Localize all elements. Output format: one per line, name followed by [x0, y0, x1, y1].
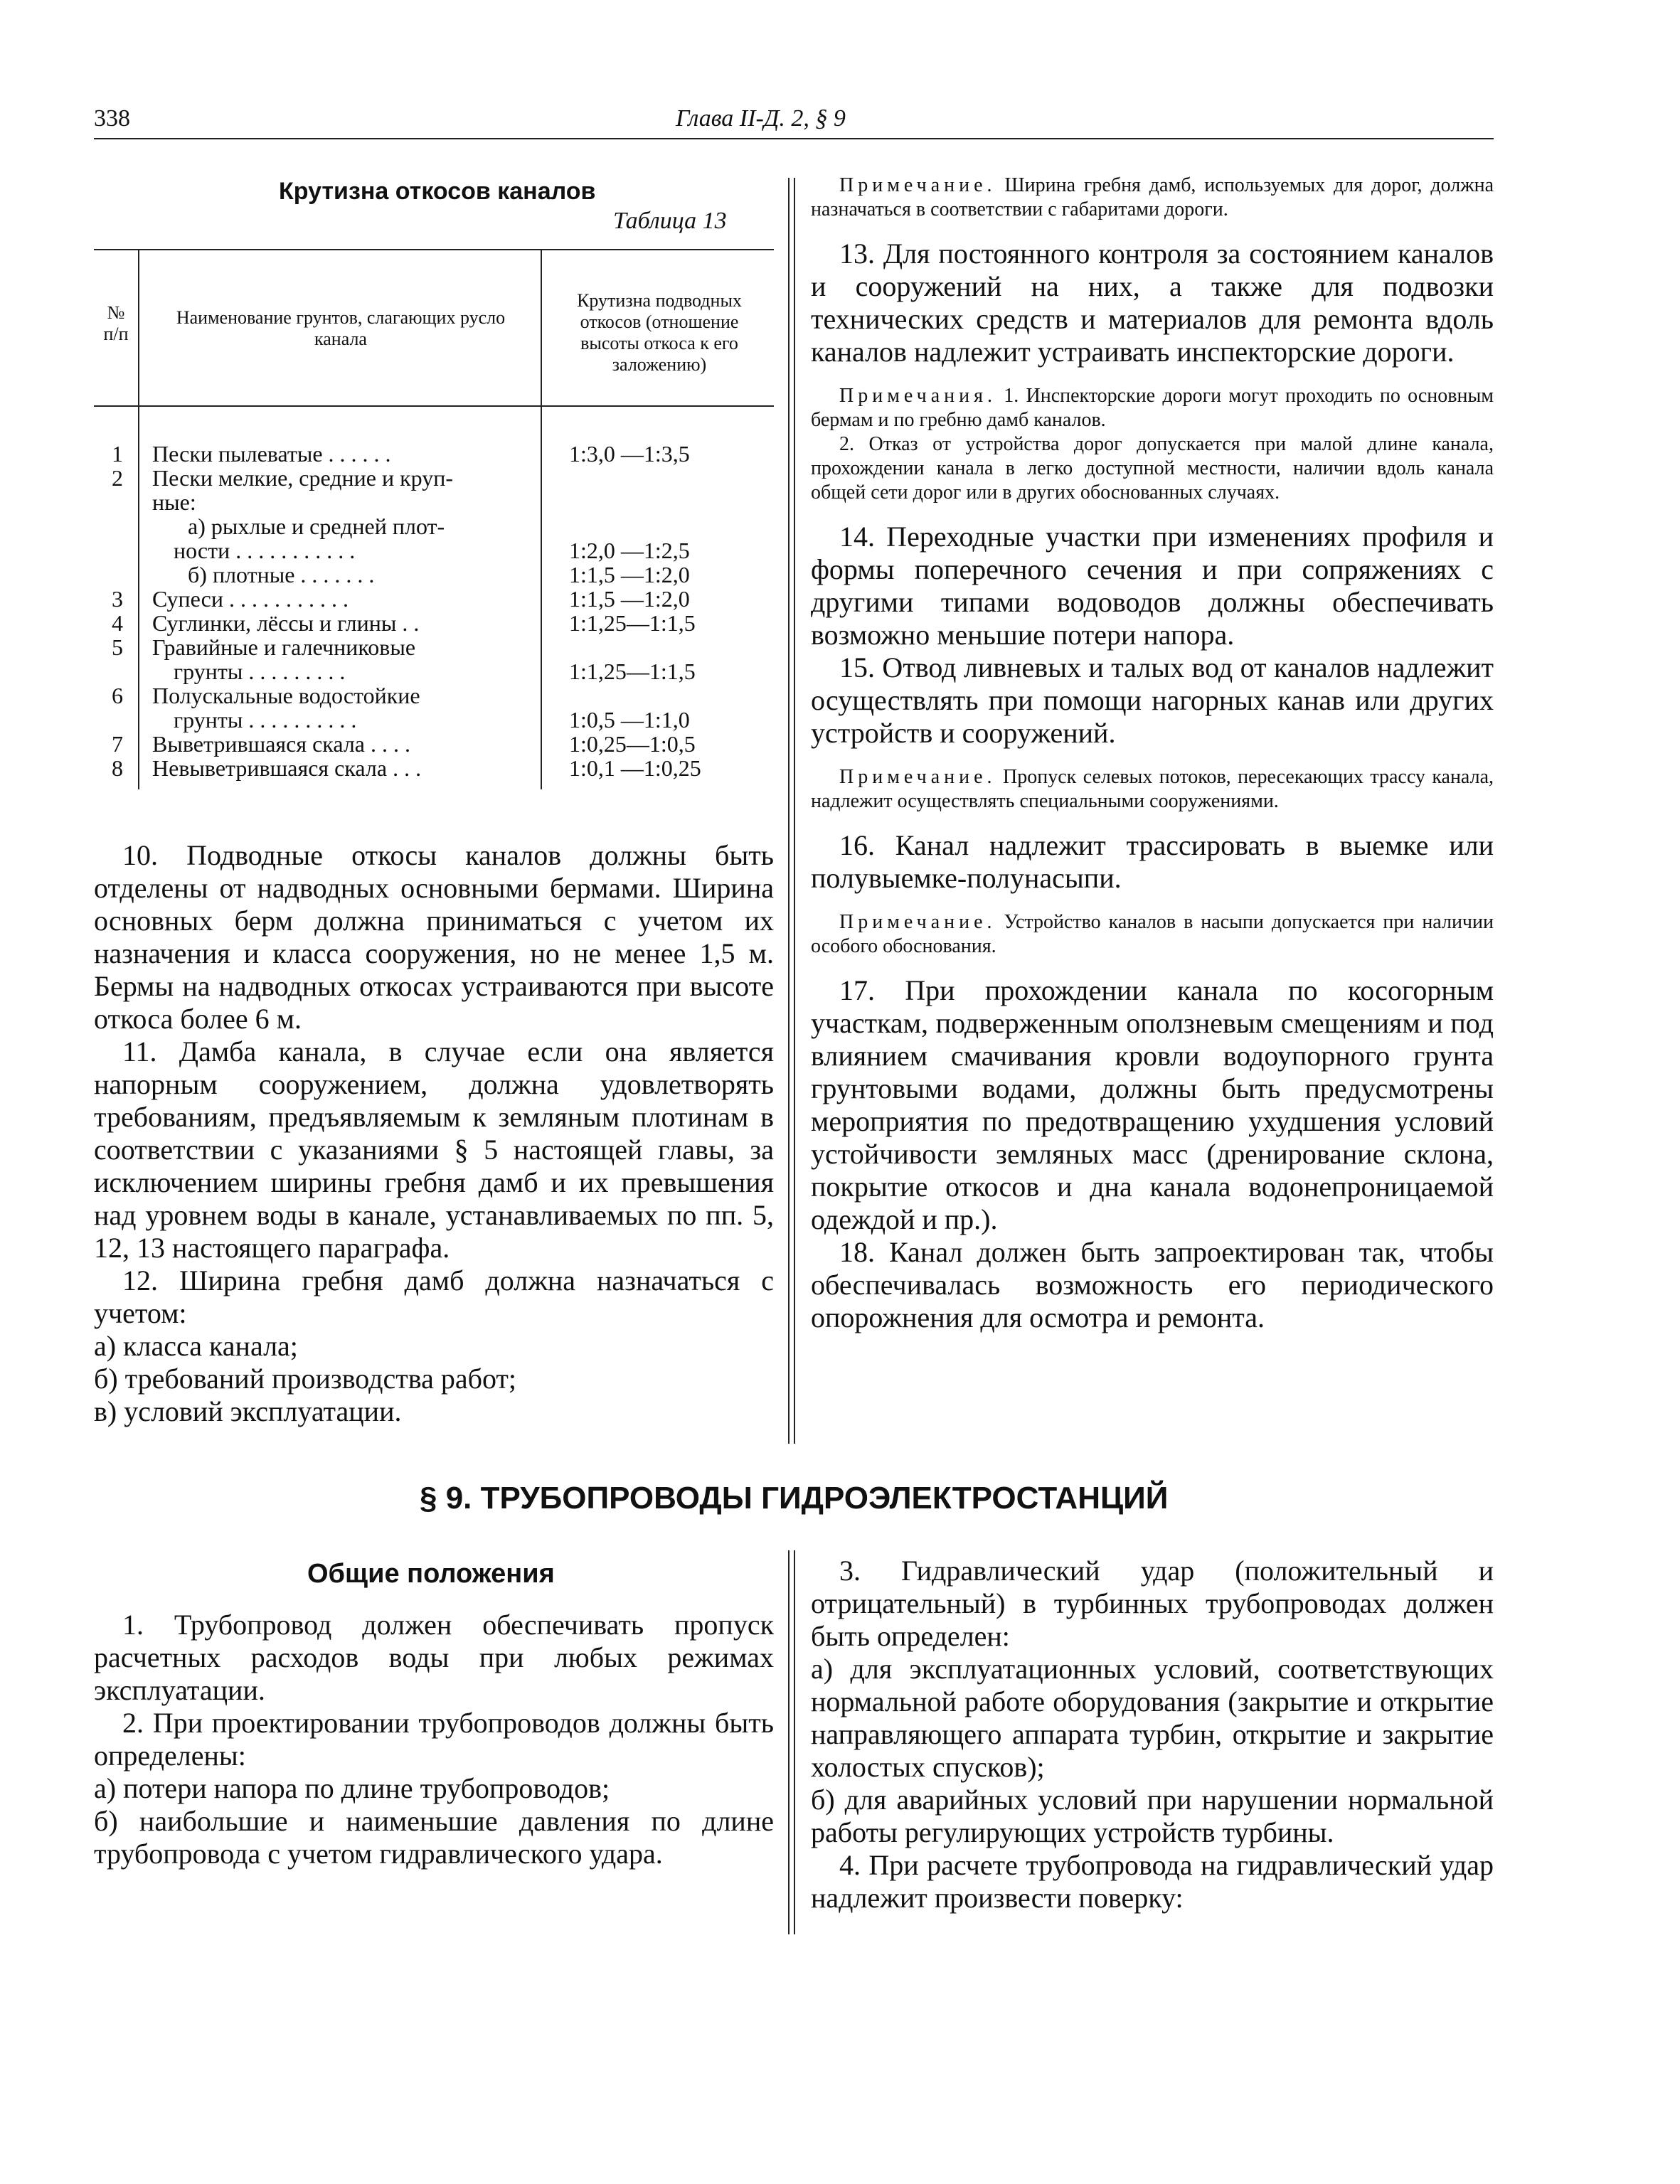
column-divider-lower [794, 1550, 795, 1934]
list-item: в) условий эксплуатации. [94, 1395, 402, 1427]
list-item: а) класса канала; [94, 1330, 298, 1362]
lower-right-column [811, 1555, 1494, 1914]
paragraph-13: 13. Для постоянного контроля за состоянием каналов и сооружений на них, а также для подвозки технических средств и материалов для ремонта вдоль каналов надлежит устраивать инспекторские дороги. [811, 238, 1494, 368]
table-cell-slope: 1:0,1 —1:0,25 [569, 755, 701, 781]
paragraph-17: 17. При прохождении канала по косогорным участкам, подверженным оползневым смещениям и под влиянием смачивания кровли водоупорного грунта грунтовыми водами, должны быть предусмотрены мероприятия по предотвращению ухудшения условий устойчивости земляных масс (дренирование склона, покрытие откосов и дна канала водонепроницаемой одеждой и пр.). [811, 974, 1494, 1235]
right-column [811, 174, 1494, 1334]
table-cell-soil: Супеси . . . . . . . . . . . [152, 586, 349, 612]
note-text: Ширина гребня дамб, используемых для дорог, должна назначаться в соответствии с габаритами дороги. [811, 174, 1494, 220]
table-header-rule [94, 405, 774, 407]
note-paragraph [811, 174, 1494, 222]
table-cell-soil: а) рыхлые и средней плот- [188, 513, 445, 539]
table-cell-soil: Полускальные водостойкие [152, 683, 420, 708]
table-cell-slope: 1:2,0 —1:2,5 [569, 538, 690, 563]
note-label: Примечания. [839, 385, 997, 407]
paragraph-16: 16. Канал надлежит трассировать в выемке или полувыемке-полунасыпи. [811, 829, 1494, 894]
note-text: 1. Инспекторские дороги могут проходить по основным бермам и по гребню дамб каналов. [811, 385, 1494, 431]
paragraph-3: 3. Гидравлический удар (положительный и отрицательный) в турбинных трубопроводах должен быть определен: [811, 1555, 1494, 1652]
table-cell-soil: Пески мелкие, средние и круп- [152, 465, 454, 491]
running-title: Глава II-Д. 2, § 9 [676, 105, 846, 132]
table-cell-soil: грунты . . . . . . . . . [174, 659, 346, 684]
paragraph-1: 1. Трубопровод должен обеспечивать пропуск расчетных расходов воды при любых режимах эксплуатации. [94, 1609, 774, 1706]
note-label: Примечание. [839, 766, 996, 788]
column-divider-upper [788, 178, 790, 1444]
table-cell-soil: ные: [152, 489, 196, 515]
column-divider-upper [794, 178, 795, 1444]
table-cell-slope: 1:1,25—1:1,5 [569, 659, 696, 684]
table-cell-slope: 1:0,5 —1:1,0 [569, 707, 690, 733]
note-paragraph [811, 765, 1494, 814]
table-cell-num: 4 [112, 610, 123, 636]
page-number: 338 [94, 105, 130, 132]
left-column [94, 839, 774, 1428]
table-cell-soil: Выветрившаяся скала . . . . [152, 731, 410, 757]
table-cell-soil: грунты . . . . . . . . . . [174, 707, 357, 733]
table-cell-soil: б) плотные . . . . . . . [188, 562, 375, 587]
table-top-rule [94, 249, 774, 250]
note-label: Примечание. [839, 174, 996, 196]
table-cell-slope: 1:1,25—1:1,5 [569, 610, 696, 636]
table-cell-soil: ности . . . . . . . . . . . [174, 538, 356, 563]
paragraph-14: 14. Переходные участки при изменениях профиля и формы поперечного сечения и при сопряжениях с другими типами водоводов должны обеспечивать возможно меньшие потери напора. [811, 521, 1494, 651]
table-cell-num: 3 [112, 586, 123, 612]
list-item: а) потери напора по длине трубопроводов; [94, 1772, 610, 1804]
table-header-num: № п/п [103, 302, 129, 344]
table-cell-slope: 1:1,5 —1:2,0 [569, 586, 690, 612]
subsection-title: Общие положения [307, 1559, 555, 1589]
table-cell-soil: Суглинки, лёссы и глины . . [152, 610, 420, 636]
paragraph-11: 11. Дамба канала, в случае если она является напорным сооружением, должна удовлетворять требованиям, предъявляемым к земляным плотинам в соответствии с указаниями § 5 настоящей главы, за исключением ширины гребня дамб и их превышения над уровнем воды в канале, устанавливаемых по пп. 5, 12, 13 настоящего параграфа. [94, 1035, 774, 1264]
paragraph-18: 18. Канал должен быть запроектирован так, чтобы обеспечивалась возможность его периодического опорожнения для осмотра и ремонта. [811, 1236, 1494, 1333]
table-cell-soil: Пески пылеватые . . . . . . [152, 441, 391, 467]
note-paragraph [811, 910, 1494, 959]
note-paragraph [811, 384, 1494, 432]
section-title: § 9. ТРУБОПРОВОДЫ ГИДРОЭЛЕКТРОСТАНЦИЙ [420, 1481, 1169, 1516]
paragraph-10: 10. Подводные откосы каналов должны быть отделены от надводных основными бермами. Ширина основных берм должна приниматься с учетом их назначения и класса сооружения, но не менее 1,5 м. Бермы на надводных откосах устраиваются при высоте откоса более 6 м. [94, 839, 774, 1035]
table-cell-num: 7 [112, 731, 123, 757]
table-cell-num: 5 [112, 634, 123, 660]
note-text: Устройство каналов в насыпи допускается при наличии особого обоснования. [811, 911, 1494, 957]
paragraph-2: 2. При проектировании трубопроводов должны быть определены: [94, 1707, 774, 1772]
list-item: б) наибольшие и наименьшие давления по длине трубопровода с учетом гидравлического удара. [94, 1805, 774, 1870]
table-cell-num: 1 [112, 441, 123, 467]
note-text: Пропуск селевых потоков, пересекающих трассу канала, надлежит осуществлять специальными сооружениями. [811, 766, 1494, 812]
note-paragraph: 2. Отказ от устройства дорог допускается при малой длине канала, прохождении канала в легко доступной местности, наличии вдоль канала общей сети дорог или в других обоснованных случаях. [811, 433, 1494, 504]
table-cell-num: 6 [112, 683, 123, 708]
table-cell-slope: 1:1,5 —1:2,0 [569, 562, 690, 587]
table-cell-soil: Невыветрившаяся скала . . . [152, 755, 422, 781]
table-cell-slope: 1:3,0 —1:3,5 [569, 441, 690, 467]
list-item: б) требований производства работ; [94, 1363, 517, 1395]
note-label: Примечание. [839, 911, 996, 933]
column-divider-lower [788, 1550, 790, 1934]
table-caption: Крутизна откосов каналов [279, 178, 596, 205]
table-cell-num: 8 [112, 755, 123, 781]
header-rule [94, 138, 1494, 139]
list-item: б) для аварийных условий при нарушении нормальной работы регулирующих устройств турбины. [811, 1784, 1494, 1848]
table-cell-slope: 1:0,25—1:0,5 [569, 731, 696, 757]
list-item: а) для эксплуатационных условий, соответствующих нормальной работе оборудования (закрытие и открытие направляющего аппарата турбин, открытие и закрытие холостых спусков); [811, 1653, 1494, 1783]
lower-left-column [94, 1609, 774, 1870]
table-cell-num: 2 [112, 465, 123, 491]
table-header-soil: Наименование грунтов, слагающих русло канала [176, 307, 506, 349]
table-header-slope: Крутизна подводных откосов (отношение высоты откоса к его заложению) [577, 290, 742, 375]
table-label: Таблица 13 [613, 208, 727, 234]
paragraph-12: 12. Ширина гребня дамб должна назначаться с учетом: [94, 1264, 774, 1329]
table-col-rule [138, 249, 139, 789]
paragraph-4: 4. При расчете трубопровода на гидравлический удар надлежит произвести поверку: [811, 1849, 1494, 1914]
paragraph-15: 15. Отвод ливневых и талых вод от каналов надлежит осуществлять при помощи нагорных канав или других устройств и сооружений. [811, 651, 1494, 749]
table-cell-soil: Гравийные и галечниковые [152, 634, 416, 660]
